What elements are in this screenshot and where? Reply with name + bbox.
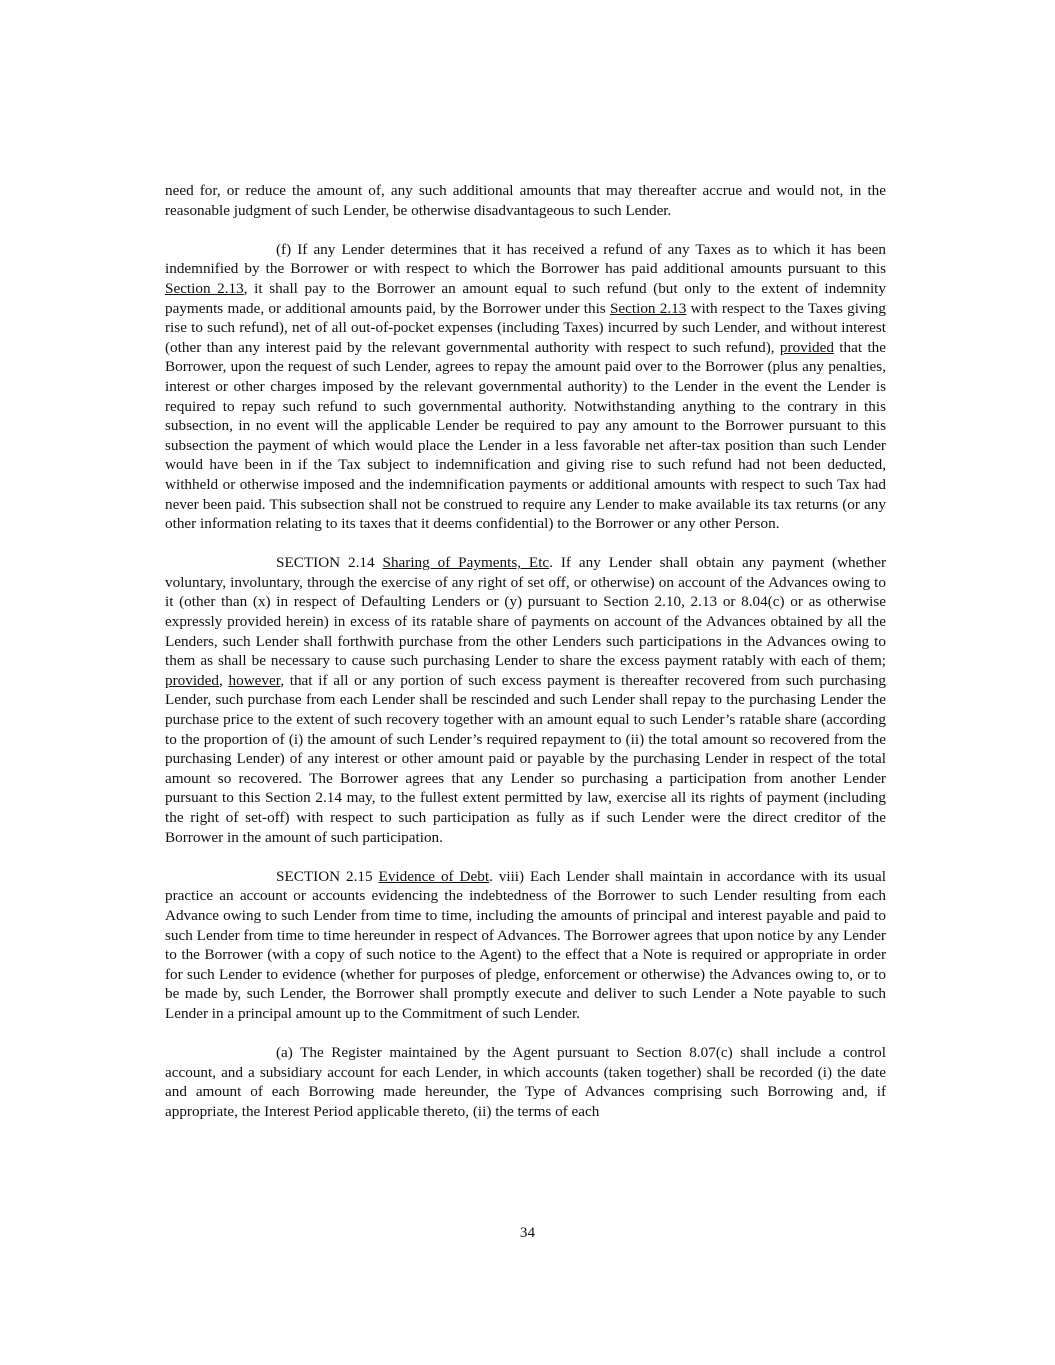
section-heading: Evidence of Debt (378, 867, 490, 885)
paragraph-continuation (165, 181, 886, 220)
section-number: SECTION 2.15 (276, 867, 379, 885)
paragraph-text: . If any Lender shall obtain any payment (whether voluntary, involuntary, through the exercise of any right of set off, or otherwise) on account of the Advances owing to it (other than (x) in respect of Defaulting Lenders or (y) pursuant to Section 2.10, 2.13 or 8.04(c) or as otherwise expressly provided herein) in excess of its ratable share of payments on account of the Advances obtained by all the Lenders, such Lender shall forthwith purchase from the other Lenders such participations in the Advances owing to them as shall be necessary to cause such purchasing Lender to share the excess payment ratably with each of them; (165, 554, 887, 670)
paragraph-text: . viii) Each Lender shall maintain in accordance with its usual practice an account or accounts evidencing the indebtedness of the Borrower to such Lender resulting from each Advance owing to such Lender from time to time, including the amounts of principal and interest payable and paid to such Lender from time to time hereunder in respect of Advances. The Borrower agrees that upon notice by any Lender to the Borrower (with a copy of such notice to the Agent) to the effect that a Note is required or appropriate in order for such Lender to evidence (whether for purposes of pledge, enforcement or otherwise) the Advances owing to, or to be made by, such Lender, the Borrower shall promptly execute and deliver to such Lender a Note payable to such Lender in a principal amount up to the Commitment of such Lender. (165, 867, 887, 1022)
separator-text: , (219, 671, 229, 689)
provided-term: provided (165, 671, 219, 689)
paragraph-subsection-f (165, 240, 886, 534)
paragraph-text: (a) The Register maintained by the Agent pursuant to Section 8.07(c) shall include a control account, and a subsidiary account for each Lender, in which accounts (taken together) shall be recorded (i) the date and amount of each Borrowing made hereunder, the Type of Advances comprising such Borrowing and, if appropriate, the Interest Period applicable thereto, (ii) the terms of each (165, 1044, 886, 1120)
provided-term: provided (779, 338, 834, 356)
section-number: SECTION 2.14 (276, 554, 383, 572)
page-number: 34 (519, 1224, 536, 1241)
paragraph-text: (f) If any Lender determines that it has received a refund of any Taxes as to which it has been indemnified by the Borrower or with respect to which the Borrower has paid additional amounts pursuant to this (165, 240, 886, 278)
paragraph-text: , that if all or any portion of such excess payment is thereafter recovered from such purchasing Lender, such purchase from each Lender shall be rescinded and such Lender shall repay to the purchasing Lender the purchase price to the extent of such recovery together with an amount equal to such Lender’s ratable share (according to the proportion of (i) the amount of such Lender’s required repayment to (ii) the total amount so recovered from the purchasing Lender) of any interest or other amount paid or payable by the purchasing Lender in respect of the total amount so recovered. The Borrower agrees that any Lender so purchasing a participation from another Lender pursuant to this Section 2.14 may, to the fullest extent permitted by law, exercise all its rights of payment (including the right of set-off) with respect to such participation as fully as if such Lender were the direct creditor of the Borrower in the amount of such participation. (165, 671, 887, 846)
section-heading: Sharing of Payments, Etc (382, 554, 550, 572)
paragraph-text: that the Borrower, upon the request of such Lender, agrees to repay the amount paid over to the Borrower (plus any penalties, interest or other charges imposed by the relevant governmental authority) to the Lender in the event the Lender is required to repay such refund to such governmental authority. Notwithstanding anything to the contrary in this subsection, in no event will the applicable Lender be required to pay any amount to the Borrower pursuant to this subsection the payment of which would place the Lender in a less favorable net after-tax position than such Lender would have been in if the Tax subject to indemnification and giving rise to such refund had not been deducted, withheld or otherwise imposed and the indemnification payments or additional amounts with respect to such Tax had never been paid. This subsection shall not be construed to require any Lender to make available its tax returns (or any other information relating to its taxes that it deems confidential) to the Borrower or any other Person. (165, 338, 886, 533)
paragraph-text: with respect to the Taxes giving rise to such refund), net of all out-of-pocket expenses (including Taxes) incurred by such Lender, and without interest (other than any interest paid by the relevant governmental authority with respect to such refund), (165, 299, 886, 356)
section-2-15-paragraph (165, 867, 886, 1024)
paragraph-text: , it shall pay to the Borrower an amount equal to such refund (but only to the extent of indemnity payments made, or additional amounts paid, by the Borrower under this (165, 279, 886, 317)
paragraph-text: need for, or reduce the amount of, any such additional amounts that may thereafter accrue and would not, in the reasonable judgment of such Lender, be otherwise disadvantageous to such Lender. (165, 182, 886, 219)
section-reference: Section 2.13 (165, 279, 244, 297)
section-2-14-paragraph (165, 553, 886, 847)
document-body (165, 181, 886, 1141)
section-reference: Section 2.13 (609, 299, 687, 317)
however-term: however (228, 671, 281, 689)
paragraph-subsection-a (165, 1043, 886, 1121)
